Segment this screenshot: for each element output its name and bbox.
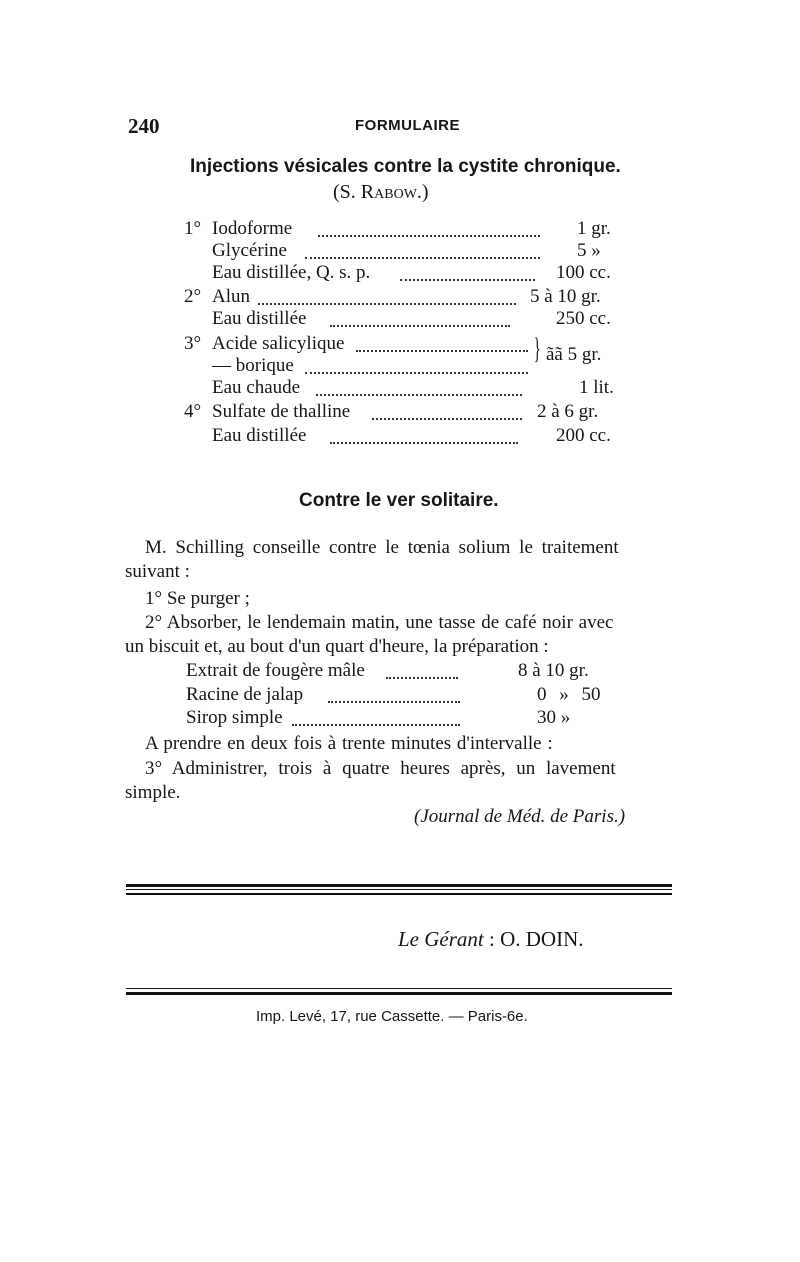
formula-quantity: 1 lit.	[579, 377, 614, 398]
formula-quantity: 5 à 10 gr.	[530, 286, 601, 307]
paragraph-intro-line2: suivant :	[125, 561, 190, 582]
recipe-name: Extrait de fougère mâle	[186, 660, 365, 681]
gerant-line	[398, 927, 584, 952]
dot-leader	[400, 279, 535, 281]
source-citation: (Journal de Méd. de Paris.)	[414, 806, 626, 827]
dot-leader	[328, 701, 460, 703]
author-close: .)	[416, 181, 429, 203]
author-attribution	[333, 181, 429, 204]
formula-name: Acide salicylique	[212, 333, 345, 354]
step-3-line1: 3° Administrer, trois à quatre heures après, un lavement	[145, 758, 616, 779]
recipe-name: Sirop simple	[186, 707, 283, 728]
divider-rule-top-lower	[126, 893, 672, 895]
recipe-name: Racine de jalap	[186, 684, 304, 705]
section-title-cystite: Injections vésicales contre la cystite chronique.	[190, 156, 621, 177]
step-2-note: A prendre en deux fois à trente minutes d'intervalle :	[145, 733, 553, 754]
step-1: 1° Se purger ;	[145, 588, 250, 609]
author-name: Rabow	[360, 181, 417, 203]
formula-name: Glycérine	[212, 240, 287, 261]
formula-quantity: 100 cc.	[556, 262, 611, 283]
paragraph-intro-line1: M. Schilling conseille contre le tœnia solium le traitement	[145, 537, 619, 558]
formula-quantity: 5 »	[577, 240, 601, 261]
formula-name: Iodoforme	[212, 218, 293, 239]
step-2-line1: 2° Absorber, le lendemain matin, une tasse de café noir avec	[145, 612, 614, 633]
formula-number: 4°	[184, 401, 202, 422]
formula-name: Sulfate de thalline	[212, 401, 351, 422]
dot-leader	[305, 372, 528, 374]
dot-leader	[330, 325, 510, 327]
divider-rule-top	[126, 884, 672, 887]
formula-name: — borique	[212, 355, 294, 376]
dot-leader	[292, 724, 460, 726]
recipe-quantity: 8 à 10 gr.	[518, 660, 589, 681]
formula-name: Eau distillée	[212, 425, 307, 446]
formula-quantity: 2 à 6 gr.	[537, 401, 599, 422]
divider-rule-bottom	[126, 992, 672, 995]
formula-number: 2°	[184, 286, 202, 307]
formula-quantity: 1 gr.	[577, 218, 611, 239]
divider-rule-bottom-thin	[126, 988, 672, 989]
author-open: (S.	[333, 181, 361, 203]
formula-shared-quantity: ãã 5 gr.	[546, 344, 602, 365]
gerant-separator: :	[483, 927, 501, 951]
dot-leader	[318, 235, 540, 237]
gerant-label: Le Gérant	[398, 927, 484, 951]
dot-leader	[372, 418, 522, 420]
recipe-quantity: 30 »	[537, 707, 571, 728]
printer-imprint: Imp. Levé, 17, rue Cassette. — Paris-6e.	[256, 1008, 528, 1025]
divider-rule-top-thin	[126, 889, 672, 890]
section-title-ver-solitaire: Contre le ver solitaire.	[299, 490, 499, 511]
gerant-name: O. DOIN.	[500, 927, 584, 951]
formula-name: Eau distillée	[212, 308, 307, 329]
dot-leader	[330, 442, 518, 444]
formula-name: Eau distillée, Q. s. p.	[212, 262, 371, 283]
running-title: FORMULAIRE	[355, 117, 460, 134]
step-3-line2: simple.	[125, 782, 181, 803]
formula-quantity: 200 cc.	[556, 425, 611, 446]
formula-number: 1°	[184, 218, 202, 239]
step-2-line2: un biscuit et, au bout d'un quart d'heure, la préparation :	[125, 636, 549, 657]
dot-leader	[258, 303, 516, 305]
dot-leader	[305, 257, 540, 259]
page-number: 240	[128, 114, 160, 138]
dot-leader	[386, 677, 458, 679]
dot-leader	[316, 394, 522, 396]
recipe-quantity: 0 » 50	[537, 684, 601, 705]
dot-leader	[356, 350, 528, 352]
formula-name: Eau chaude	[212, 377, 301, 398]
formula-number: 3°	[184, 333, 202, 354]
brace: }	[533, 332, 541, 365]
formula-name: Alun	[212, 286, 250, 307]
formula-quantity: 250 cc.	[556, 308, 611, 329]
